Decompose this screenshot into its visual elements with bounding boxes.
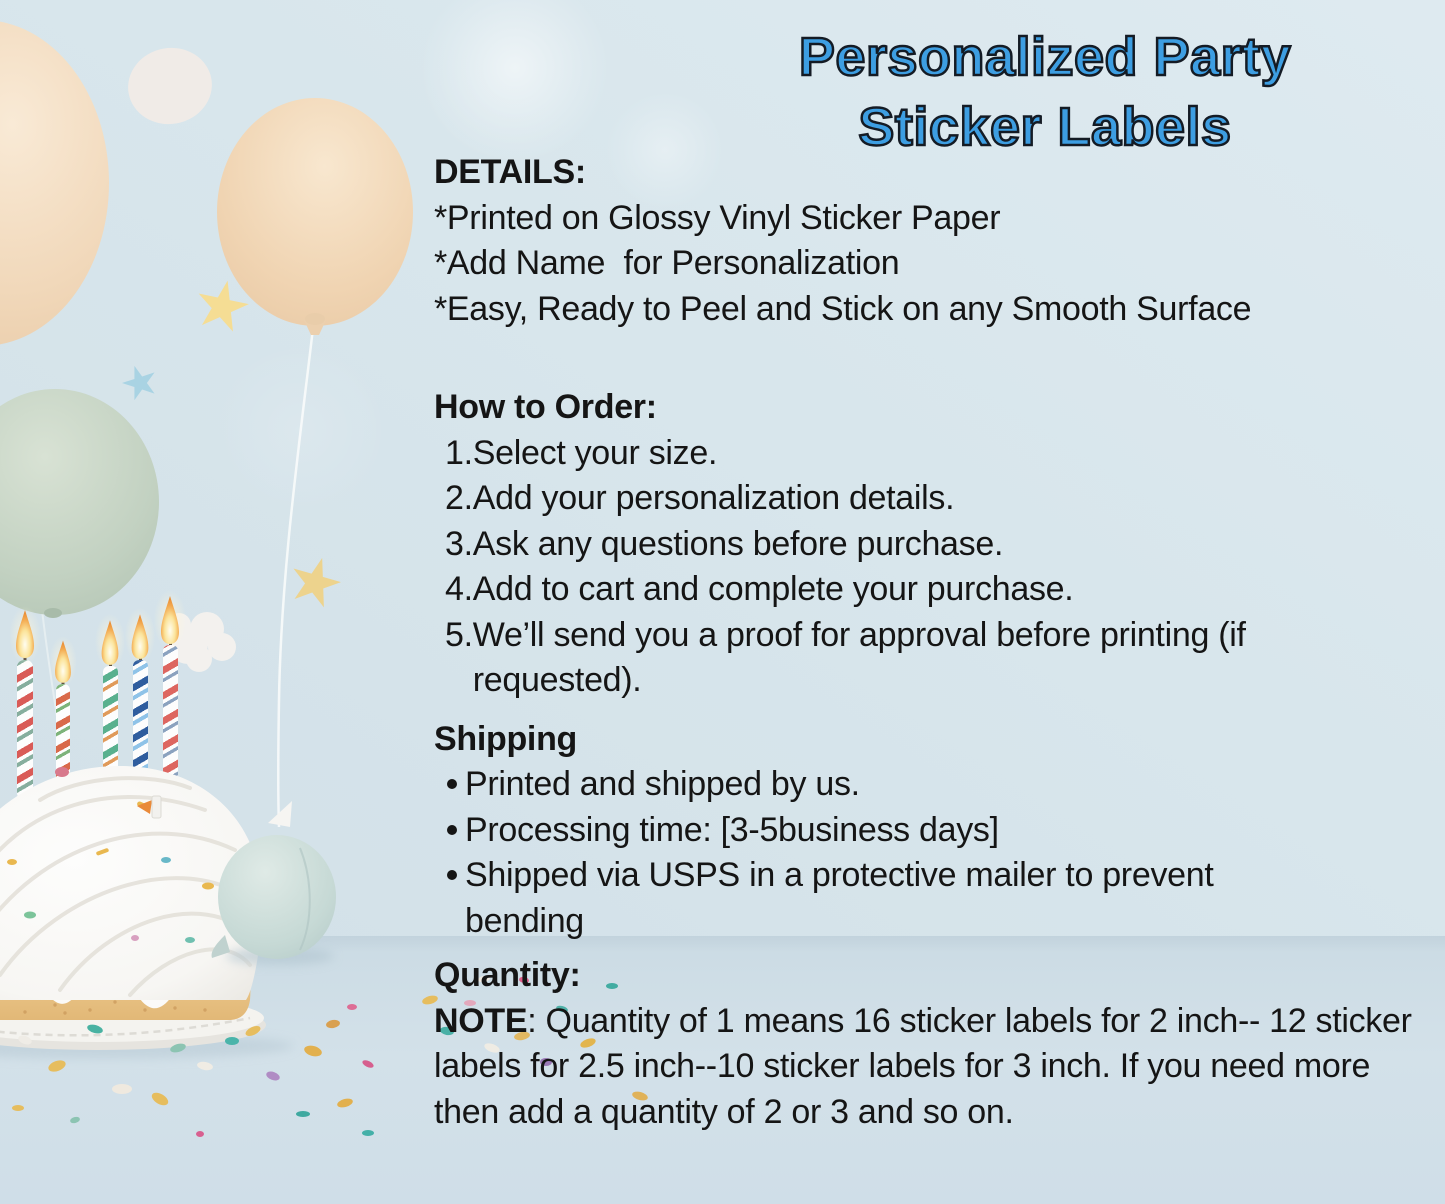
step-number: 5.: [445, 615, 473, 654]
details-item: *Printed on Glossy Vinyl Sticker Paper: [434, 198, 1001, 237]
step-text: Select your size.: [472, 433, 718, 472]
shipping-heading: Shipping: [434, 719, 578, 758]
step-text: Add to cart and complete your purchase.: [472, 570, 1074, 608]
quantity-heading: Quantity:: [434, 956, 581, 994]
step-number: 1.: [445, 433, 473, 472]
order-step: [434, 567, 1434, 613]
details-heading: DETAILS:: [434, 153, 586, 191]
page-title: [700, 22, 1390, 162]
step-number: 2.: [445, 479, 473, 517]
step-number: 4.: [445, 570, 473, 608]
page-title-line2: Sticker Labels: [858, 97, 1232, 157]
details-item: *Add Name for Personalization: [434, 244, 900, 282]
order-step: [434, 476, 1434, 522]
order-step: [434, 431, 1434, 477]
note-text: : Quantity of 1 means 16 sticker labels for 2 inch-- 12 sticker labels for 2.5 inch--10 sticker labels for 3 inch. If you need more then add a quantity of 2 or 3 and so on.: [434, 1001, 1412, 1131]
shipping-bullet: [434, 808, 1434, 854]
details-item: *Easy, Ready to Peel and Stick on any Smooth Surface: [434, 289, 1252, 328]
step-text: We’ll send you a proof for approval before printing (if requested).: [472, 615, 1246, 699]
how-to-order-heading: How to Order:: [434, 388, 657, 426]
shipping-bullet: [434, 762, 1434, 808]
quantity-note: [434, 999, 1434, 1136]
step-text: Ask any questions before purchase.: [472, 524, 1004, 563]
page-title-line1: Personalized Party: [798, 27, 1292, 87]
note-label: NOTE: [434, 1001, 528, 1040]
bullet-dot-icon: [434, 870, 465, 880]
step-number: 3.: [445, 524, 473, 563]
order-step: [434, 522, 1434, 568]
listing-copy: [434, 150, 1434, 1135]
bullet-text: Printed and shipped by us.: [465, 765, 860, 803]
bullet-dot-icon: [434, 825, 465, 835]
step-text: Add your personalization details.: [472, 479, 955, 517]
order-step: [434, 613, 1434, 704]
bullet-text: Shipped via USPS in a protective mailer to prevent bending: [465, 856, 1214, 940]
bullet-dot-icon: [434, 779, 465, 789]
bullet-text: Processing time: [3-5business days]: [465, 810, 999, 849]
shipping-bullet: [434, 853, 1434, 944]
